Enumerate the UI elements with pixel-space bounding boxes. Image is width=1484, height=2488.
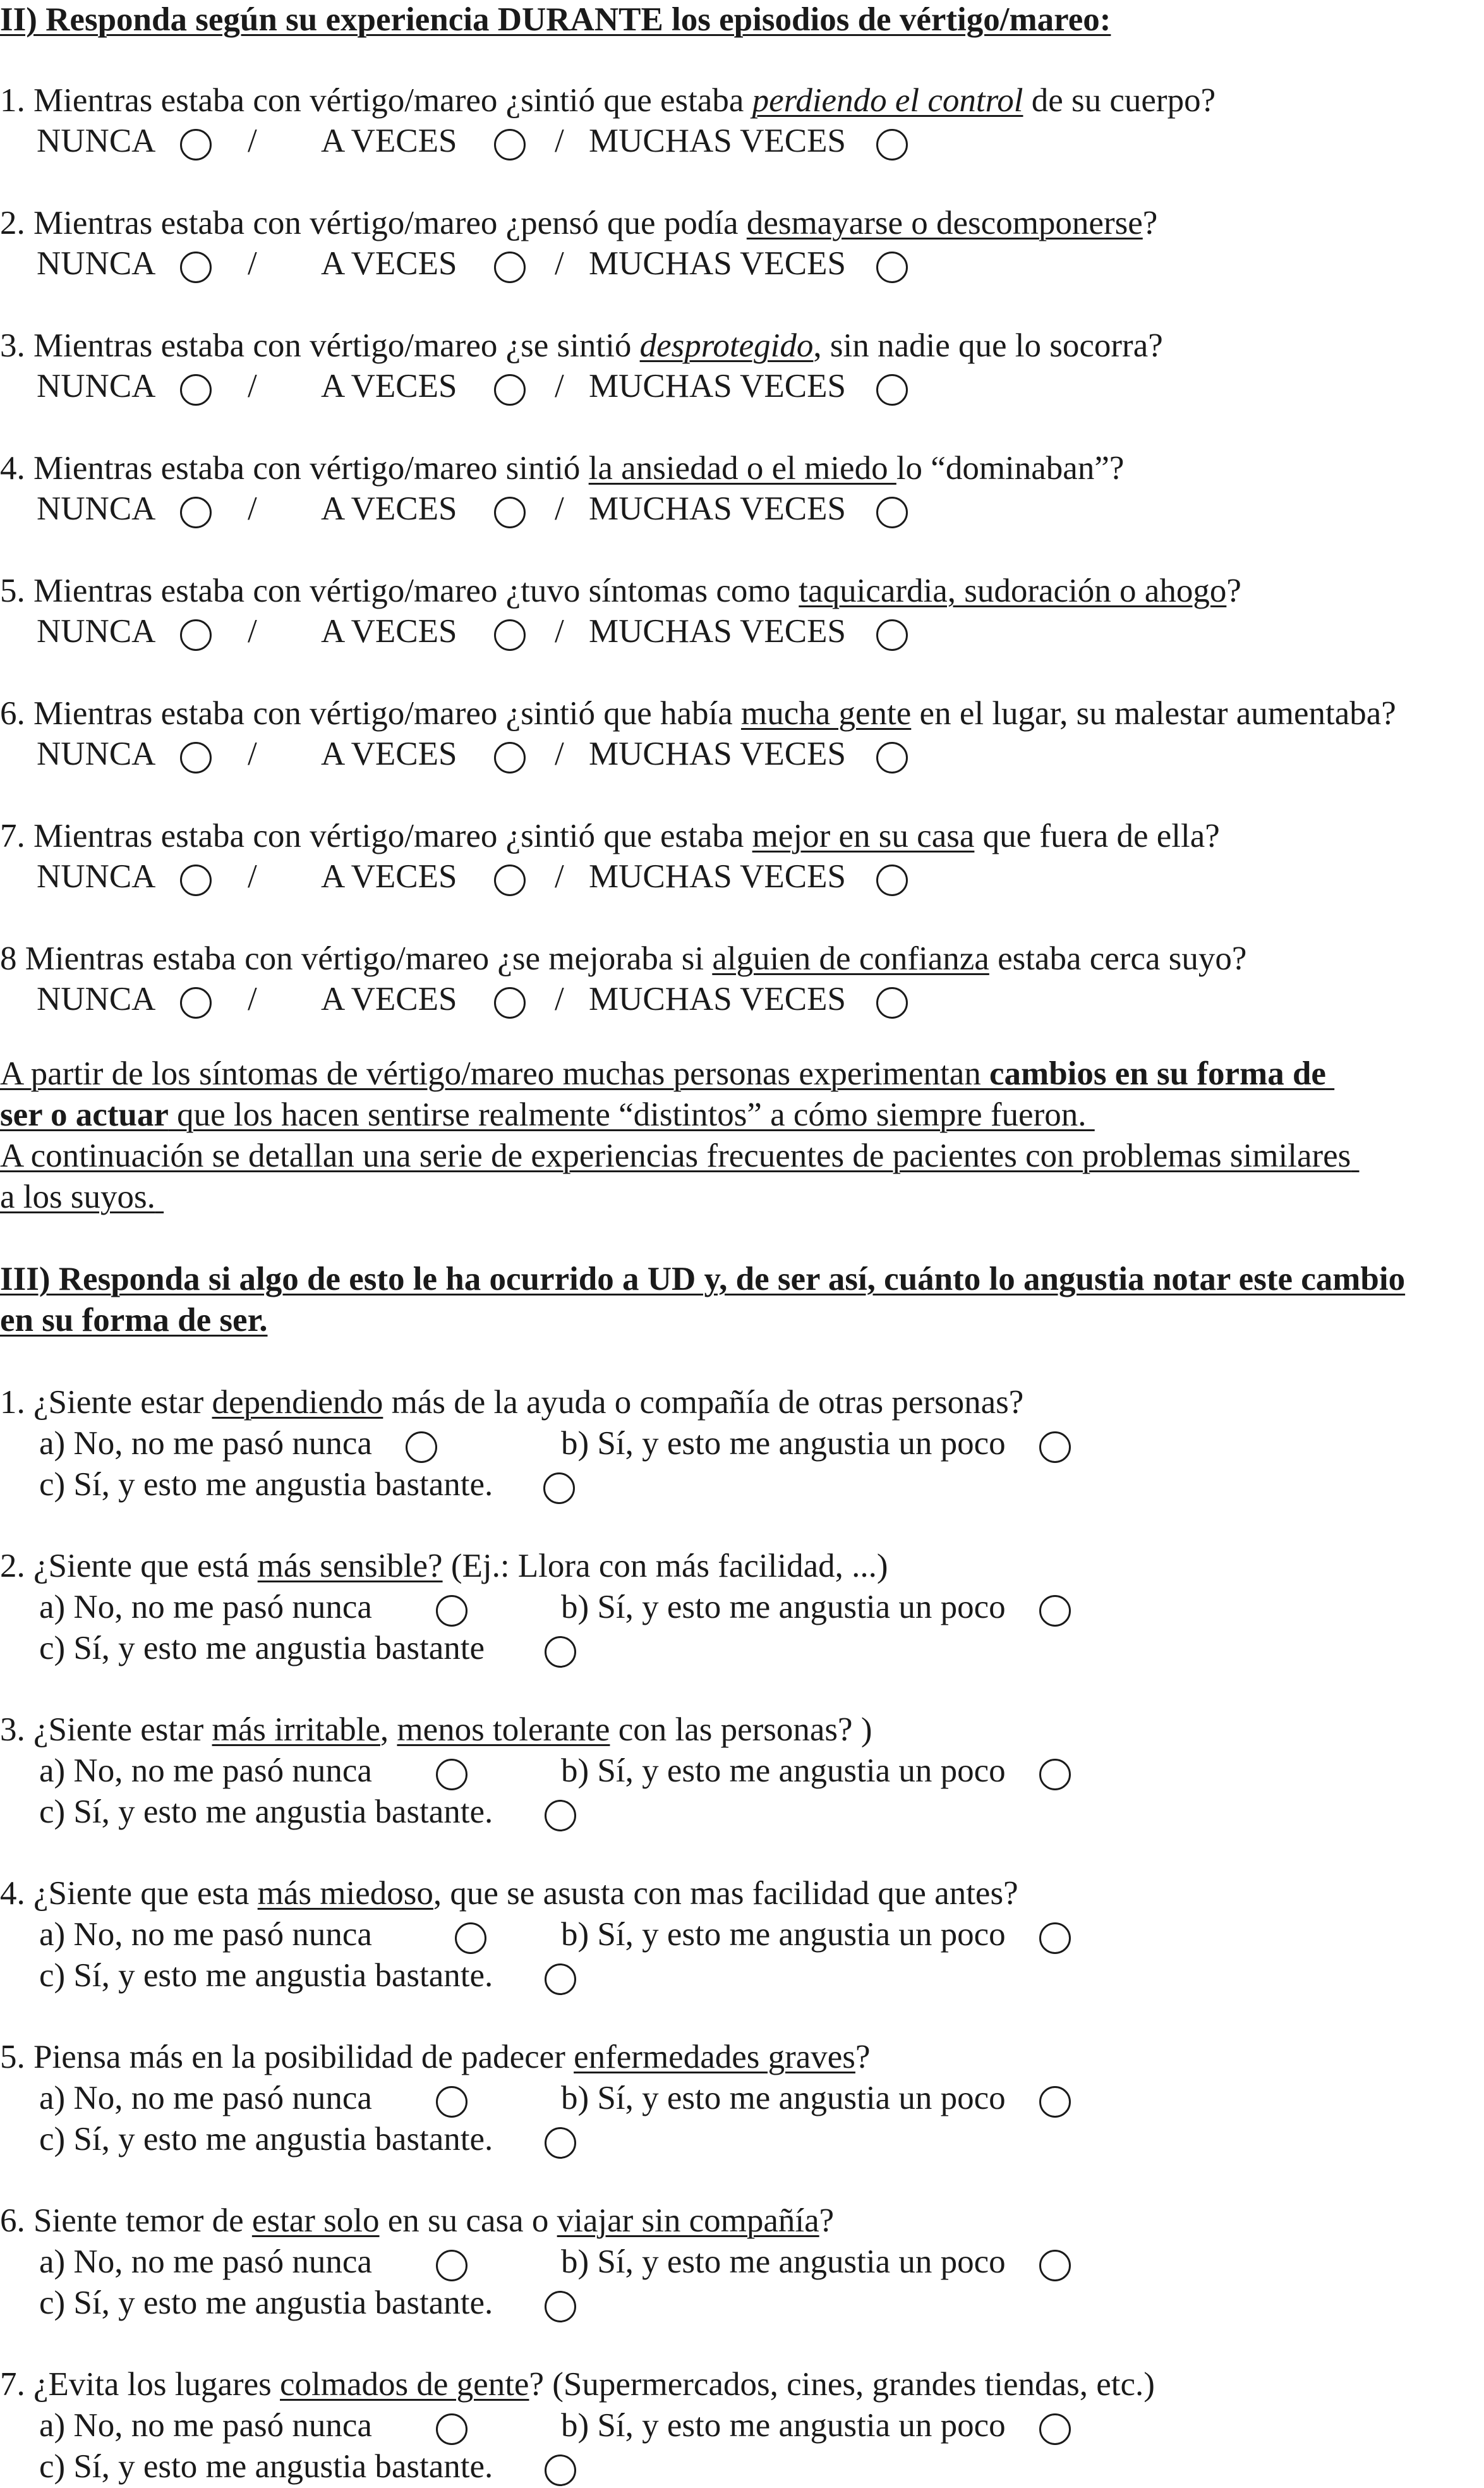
- separator: /: [555, 981, 564, 1017]
- question-2: [0, 1546, 888, 1587]
- option-a-label: a) No, no me pasó nunca: [39, 1916, 372, 1953]
- option-muchas-veces-radio[interactable]: [876, 374, 908, 406]
- question-text: 6. Siente temor de: [0, 2202, 252, 2239]
- question-4: [0, 449, 1124, 489]
- question-3: [0, 326, 1163, 367]
- question-text: ?: [855, 2039, 871, 2075]
- intro-line-2: [0, 1095, 1095, 1136]
- intro-text-4: a los suyos.: [0, 1179, 155, 1215]
- question-emphasis: más irritable: [212, 1711, 380, 1748]
- question-text: 1. Mientras estaba con vértigo/mareo ¿sintió que estaba: [0, 82, 752, 119]
- option-a-veces-label: A VECES: [321, 613, 457, 650]
- separator: /: [248, 368, 257, 404]
- question-text: en su casa o: [379, 2202, 557, 2239]
- option-b-radio[interactable]: [1039, 1759, 1071, 1790]
- option-nunca-radio[interactable]: [180, 497, 212, 528]
- option-a-veces-label: A VECES: [321, 490, 457, 527]
- option-b-radio[interactable]: [1039, 2250, 1071, 2281]
- question-7: [0, 2365, 1155, 2405]
- question-emphasis: más miedoso: [257, 1875, 433, 1912]
- question-text-end: ?: [1226, 573, 1241, 609]
- option-muchas-veces-radio[interactable]: [876, 987, 908, 1019]
- separator: /: [248, 613, 257, 650]
- option-c-radio[interactable]: [545, 1963, 576, 1995]
- question-text-end: que fuera de ella?: [974, 818, 1220, 854]
- option-b-label: b) Sí, y esto me angustia un poco: [561, 2080, 1006, 2116]
- question-text-end: lo “dominaban”?: [896, 450, 1125, 487]
- question-emphasis: desmayarse o descomponerse: [746, 205, 1143, 241]
- option-muchas-veces-label: MUCHAS VECES: [589, 981, 846, 1017]
- question-5: [0, 571, 1241, 612]
- option-a-veces-label: A VECES: [321, 245, 457, 282]
- intro-bold-2: ser o actuar: [0, 1096, 169, 1133]
- question-text: 1. ¿Siente estar: [0, 1384, 212, 1421]
- option-nunca-label: NUNCA: [37, 490, 156, 527]
- question-emphasis: mucha gente: [741, 695, 912, 732]
- option-b-radio[interactable]: [1039, 2086, 1071, 2118]
- question-1: [0, 81, 1216, 121]
- separator: /: [248, 245, 257, 282]
- option-a-veces-label: A VECES: [321, 736, 457, 772]
- question-text: , que se asusta con mas facilidad que antes?: [433, 1875, 1018, 1912]
- question-emphasis: desprotegido: [639, 327, 814, 364]
- separator: /: [248, 858, 257, 895]
- option-muchas-veces-label: MUCHAS VECES: [589, 858, 846, 895]
- option-muchas-veces-label: MUCHAS VECES: [589, 490, 846, 527]
- question-3: [0, 1710, 872, 1751]
- option-muchas-veces-label: MUCHAS VECES: [589, 123, 846, 159]
- question-text-end: estaba cerca suyo?: [989, 940, 1247, 977]
- option-nunca-label: NUNCA: [37, 981, 156, 1017]
- question-text-end: de su cuerpo?: [1023, 82, 1216, 119]
- question-text-end: , sin nadie que lo socorra?: [813, 327, 1163, 364]
- option-a-veces-radio[interactable]: [494, 742, 526, 774]
- option-b-label: b) Sí, y esto me angustia un poco: [561, 1752, 1006, 1789]
- separator: /: [555, 490, 564, 527]
- separator: /: [555, 123, 564, 159]
- question-1: [0, 1383, 1023, 1423]
- option-nunca-radio[interactable]: [180, 619, 212, 651]
- intro-line-4: [0, 1177, 164, 1218]
- separator: /: [248, 490, 257, 527]
- option-muchas-veces-radio[interactable]: [876, 129, 908, 161]
- question-text: con las personas? ): [610, 1711, 872, 1748]
- option-b-radio[interactable]: [1039, 1431, 1071, 1463]
- option-c-label: c) Sí, y esto me angustia bastante.: [39, 1466, 493, 1503]
- separator: /: [555, 245, 564, 282]
- option-nunca-label: NUNCA: [37, 368, 156, 404]
- question-text: 3. ¿Siente estar: [0, 1711, 212, 1748]
- option-a-veces-radio[interactable]: [494, 865, 526, 896]
- option-nunca-radio[interactable]: [180, 252, 212, 283]
- option-nunca-label: NUNCA: [37, 736, 156, 772]
- question-text: 3. Mientras estaba con vértigo/mareo ¿se sintió: [0, 327, 640, 364]
- section-3-heading-line-2: en su forma de ser.: [0, 1302, 268, 1338]
- question-text: 5. Mientras estaba con vértigo/mareo ¿tuvo síntomas como: [0, 573, 799, 609]
- intro-bold: cambios en su forma de: [989, 1055, 1326, 1092]
- option-nunca-radio[interactable]: [180, 865, 212, 896]
- option-muchas-veces-radio[interactable]: [876, 252, 908, 283]
- option-nunca-label: NUNCA: [37, 858, 156, 895]
- option-a-label: a) No, no me pasó nunca: [39, 1752, 372, 1789]
- question-text: 7. ¿Evita los lugares: [0, 2366, 281, 2403]
- option-a-radio[interactable]: [436, 1595, 468, 1627]
- option-b-radio[interactable]: [1039, 2413, 1071, 2445]
- option-a-veces-label: A VECES: [321, 858, 457, 895]
- option-muchas-veces-label: MUCHAS VECES: [589, 368, 846, 404]
- option-b-label: b) Sí, y esto me angustia un poco: [561, 1589, 1006, 1625]
- intro-text-3: A continuación se detallan una serie de experiencias frecuentes de pacientes con problemas similares: [0, 1138, 1351, 1174]
- option-muchas-veces-label: MUCHAS VECES: [589, 245, 846, 282]
- question-emphasis: dependiendo: [212, 1384, 383, 1421]
- separator: /: [555, 368, 564, 404]
- option-c-radio[interactable]: [543, 1472, 575, 1504]
- question-text: ,: [380, 1711, 397, 1748]
- question-5: [0, 2037, 870, 2078]
- option-nunca-radio[interactable]: [180, 374, 212, 406]
- option-c-radio[interactable]: [545, 2291, 576, 2322]
- question-text: 2. Mientras estaba con vértigo/mareo ¿pensó que podía: [0, 205, 747, 241]
- question-6: [0, 2201, 834, 2242]
- section-2-heading: II) Responda según su experiencia DURANTE los episodios de vértigo/mareo:: [0, 1, 1111, 38]
- question-emphasis: enfermedades graves: [574, 2039, 855, 2075]
- option-a-veces-radio[interactable]: [494, 497, 526, 528]
- option-b-radio[interactable]: [1039, 1595, 1071, 1627]
- separator: /: [248, 981, 257, 1017]
- question-emphasis: menos tolerante: [397, 1711, 610, 1748]
- question-text: 4. Mientras estaba con vértigo/mareo sintió: [0, 450, 589, 487]
- option-a-veces-radio[interactable]: [494, 129, 526, 161]
- intro-text: A partir de los síntomas de vértigo/mareo muchas personas experimentan: [0, 1055, 990, 1092]
- question-6: [0, 694, 1396, 734]
- option-muchas-veces-label: MUCHAS VECES: [589, 613, 846, 650]
- question-emphasis: mejor en su casa: [752, 818, 975, 854]
- separator: /: [555, 736, 564, 772]
- option-a-radio[interactable]: [455, 1922, 486, 1954]
- question-emphasis: estar solo: [251, 2202, 380, 2239]
- option-a-label: a) No, no me pasó nunca: [39, 1425, 372, 1462]
- option-nunca-radio[interactable]: [180, 129, 212, 161]
- option-muchas-veces-radio[interactable]: [876, 865, 908, 896]
- question-8: [0, 939, 1246, 980]
- option-c-radio[interactable]: [545, 1636, 576, 1668]
- option-a-label: a) No, no me pasó nunca: [39, 2407, 372, 2444]
- option-nunca-radio[interactable]: [180, 742, 212, 774]
- question-emphasis: colmados de gente: [280, 2366, 529, 2403]
- intro-text-2: que los hacen sentirse realmente “distintos” a cómo siempre fueron.: [168, 1096, 1087, 1133]
- option-a-label: a) No, no me pasó nunca: [39, 2080, 372, 2116]
- option-nunca-radio[interactable]: [180, 987, 212, 1019]
- option-a-label: a) No, no me pasó nunca: [39, 1589, 372, 1625]
- question-emphasis: viajar sin compañía: [557, 2202, 819, 2239]
- option-a-label: a) No, no me pasó nunca: [39, 2243, 372, 2280]
- option-a-veces-radio[interactable]: [494, 252, 526, 283]
- option-nunca-label: NUNCA: [37, 123, 156, 159]
- section-3-heading-line-1: III) Responda si algo de esto le ha ocurrido a UD y, de ser así, cuánto lo angustia notar este cambio: [0, 1261, 1406, 1297]
- question-4: [0, 1874, 1018, 1914]
- separator: /: [555, 613, 564, 650]
- question-text: ? (Supermercados, cines, grandes tiendas, etc.): [529, 2366, 1155, 2403]
- option-b-label: b) Sí, y esto me angustia un poco: [561, 1425, 1006, 1462]
- option-a-radio[interactable]: [436, 2086, 468, 2118]
- question-text: más de la ayuda o compañía de otras personas?: [383, 1384, 1024, 1421]
- intro-line-3: [0, 1136, 1360, 1177]
- separator: /: [248, 123, 257, 159]
- option-c-label: c) Sí, y esto me angustia bastante.: [39, 1793, 493, 1830]
- separator: /: [555, 858, 564, 895]
- option-c-label: c) Sí, y esto me angustia bastante.: [39, 2285, 493, 2321]
- option-a-veces-label: A VECES: [321, 981, 457, 1017]
- option-nunca-label: NUNCA: [37, 613, 156, 650]
- option-b-radio[interactable]: [1039, 1922, 1071, 1954]
- question-7: [0, 816, 1220, 857]
- question-text: (Ej.: Llora con más facilidad, ...): [442, 1548, 888, 1584]
- question-emphasis: taquicardia, sudoración o ahogo: [799, 573, 1227, 609]
- question-emphasis: más sensible?: [257, 1548, 443, 1584]
- question-emphasis: perdiendo el control: [752, 82, 1023, 119]
- question-emphasis: alguien de confianza: [712, 940, 989, 977]
- separator: /: [248, 736, 257, 772]
- option-c-radio[interactable]: [545, 1800, 576, 1831]
- option-muchas-veces-radio[interactable]: [876, 742, 908, 774]
- question-text: 8 Mientras estaba con vértigo/mareo ¿se mejoraba si: [0, 940, 713, 977]
- option-b-label: b) Sí, y esto me angustia un poco: [561, 1916, 1006, 1953]
- question-text: 2. ¿Siente que está: [0, 1548, 258, 1584]
- option-a-veces-label: A VECES: [321, 368, 457, 404]
- option-c-radio[interactable]: [545, 2455, 576, 2486]
- question-text: 4. ¿Siente que esta: [0, 1875, 258, 1912]
- question-2: [0, 203, 1157, 244]
- option-a-veces-label: A VECES: [321, 123, 457, 159]
- option-a-radio[interactable]: [436, 2250, 468, 2281]
- question-text: ?: [819, 2202, 835, 2239]
- option-muchas-veces-label: MUCHAS VECES: [589, 736, 846, 772]
- option-c-label: c) Sí, y esto me angustia bastante.: [39, 2121, 493, 2157]
- question-text: 6. Mientras estaba con vértigo/mareo ¿sintió que había: [0, 695, 741, 732]
- option-muchas-veces-radio[interactable]: [876, 619, 908, 651]
- option-c-radio[interactable]: [545, 2127, 576, 2159]
- option-a-radio[interactable]: [436, 1759, 468, 1790]
- option-a-veces-radio[interactable]: [494, 374, 526, 406]
- option-a-veces-radio[interactable]: [494, 619, 526, 651]
- option-b-label: b) Sí, y esto me angustia un poco: [561, 2243, 1006, 2280]
- option-a-veces-radio[interactable]: [494, 987, 526, 1019]
- question-text: 7. Mientras estaba con vértigo/mareo ¿sintió que estaba: [0, 818, 752, 854]
- option-a-radio[interactable]: [406, 1431, 437, 1463]
- option-c-label: c) Sí, y esto me angustia bastante.: [39, 1957, 493, 1994]
- question-text: 5. Piensa más en la posibilidad de padecer: [0, 2039, 574, 2075]
- option-c-label: c) Sí, y esto me angustia bastante.: [39, 2448, 493, 2485]
- intro-line-1: [0, 1054, 1334, 1095]
- option-muchas-veces-radio[interactable]: [876, 497, 908, 528]
- option-a-radio[interactable]: [436, 2413, 468, 2445]
- option-c-label: c) Sí, y esto me angustia bastante: [39, 1630, 485, 1666]
- option-nunca-label: NUNCA: [37, 245, 156, 282]
- question-emphasis: la ansiedad o el miedo: [588, 450, 896, 487]
- question-text-end: en el lugar, su malestar aumentaba?: [911, 695, 1396, 732]
- option-b-label: b) Sí, y esto me angustia un poco: [561, 2407, 1006, 2444]
- question-text-end: ?: [1142, 205, 1158, 241]
